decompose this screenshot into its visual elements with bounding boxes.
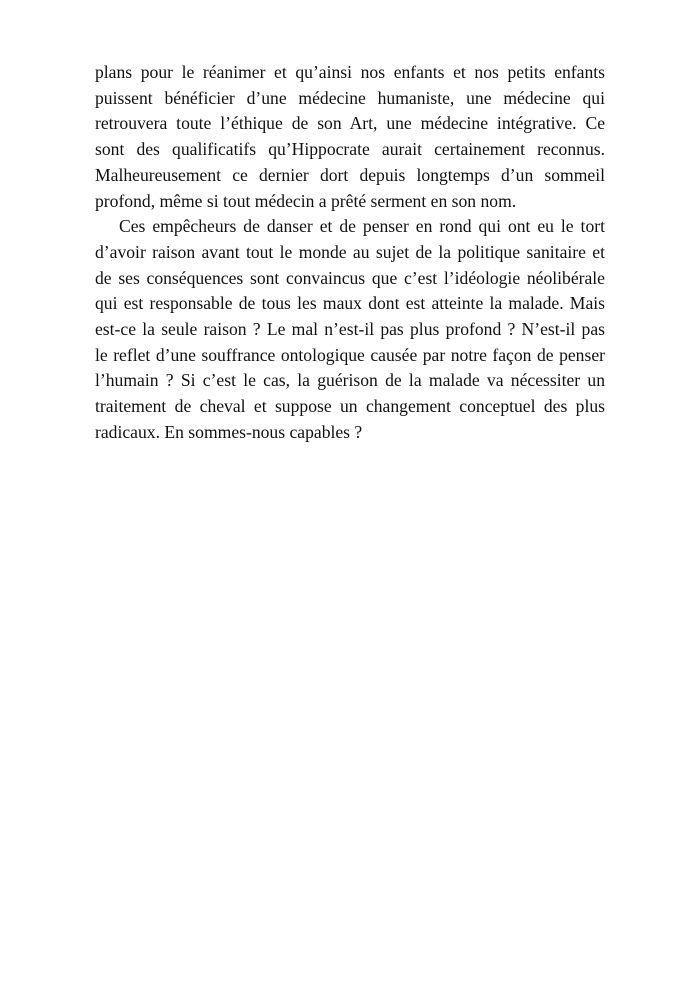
- text-line: sont des qualificatifs qu’Hippocrate aurait certainement reconnus.: [95, 139, 605, 160]
- text-line: le reflet d’une souffrance ontologique causée par notre façon de penser: [95, 344, 605, 365]
- text-line: de ses conséquences sont convaincus que c’est l’idéologie néolibérale: [95, 267, 605, 288]
- text-line: est-ce la seule raison ? Le mal n’est-il pas plus profond ? N’est-il pas: [95, 319, 605, 340]
- body-text: [95, 60, 605, 446]
- text-line: l’humain ? Si c’est le cas, la guérison de la malade va nécessiter un: [95, 370, 605, 391]
- text-line: d’avoir raison avant tout le monde au sujet de la politique sanitaire et: [95, 241, 605, 262]
- text-line: qui est responsable de tous les maux dont est atteinte la malade. Mais: [95, 293, 605, 314]
- paragraph-1: [95, 60, 605, 214]
- paragraph-2: [95, 214, 605, 445]
- text-line: radicaux. En sommes-nous capables ?: [95, 421, 363, 442]
- text-line: retrouvera toute l’éthique de son Art, une médecine intégrative. Ce: [95, 113, 605, 134]
- text-line: profond, même si tout médecin a prêté serment en son nom.: [95, 190, 517, 211]
- text-line: Ces empêcheurs de danser et de penser en rond qui ont eu le tort: [119, 216, 605, 237]
- text-line: plans pour le réanimer et qu’ainsi nos enfants et nos petits enfants: [95, 62, 605, 82]
- text-line: Malheureusement ce dernier dort depuis longtemps d’un sommeil: [95, 164, 605, 185]
- text-line: traitement de cheval et suppose un changement conceptuel des plus: [95, 396, 605, 417]
- text-line: puissent bénéficier d’une médecine humaniste, une médecine qui: [95, 87, 605, 108]
